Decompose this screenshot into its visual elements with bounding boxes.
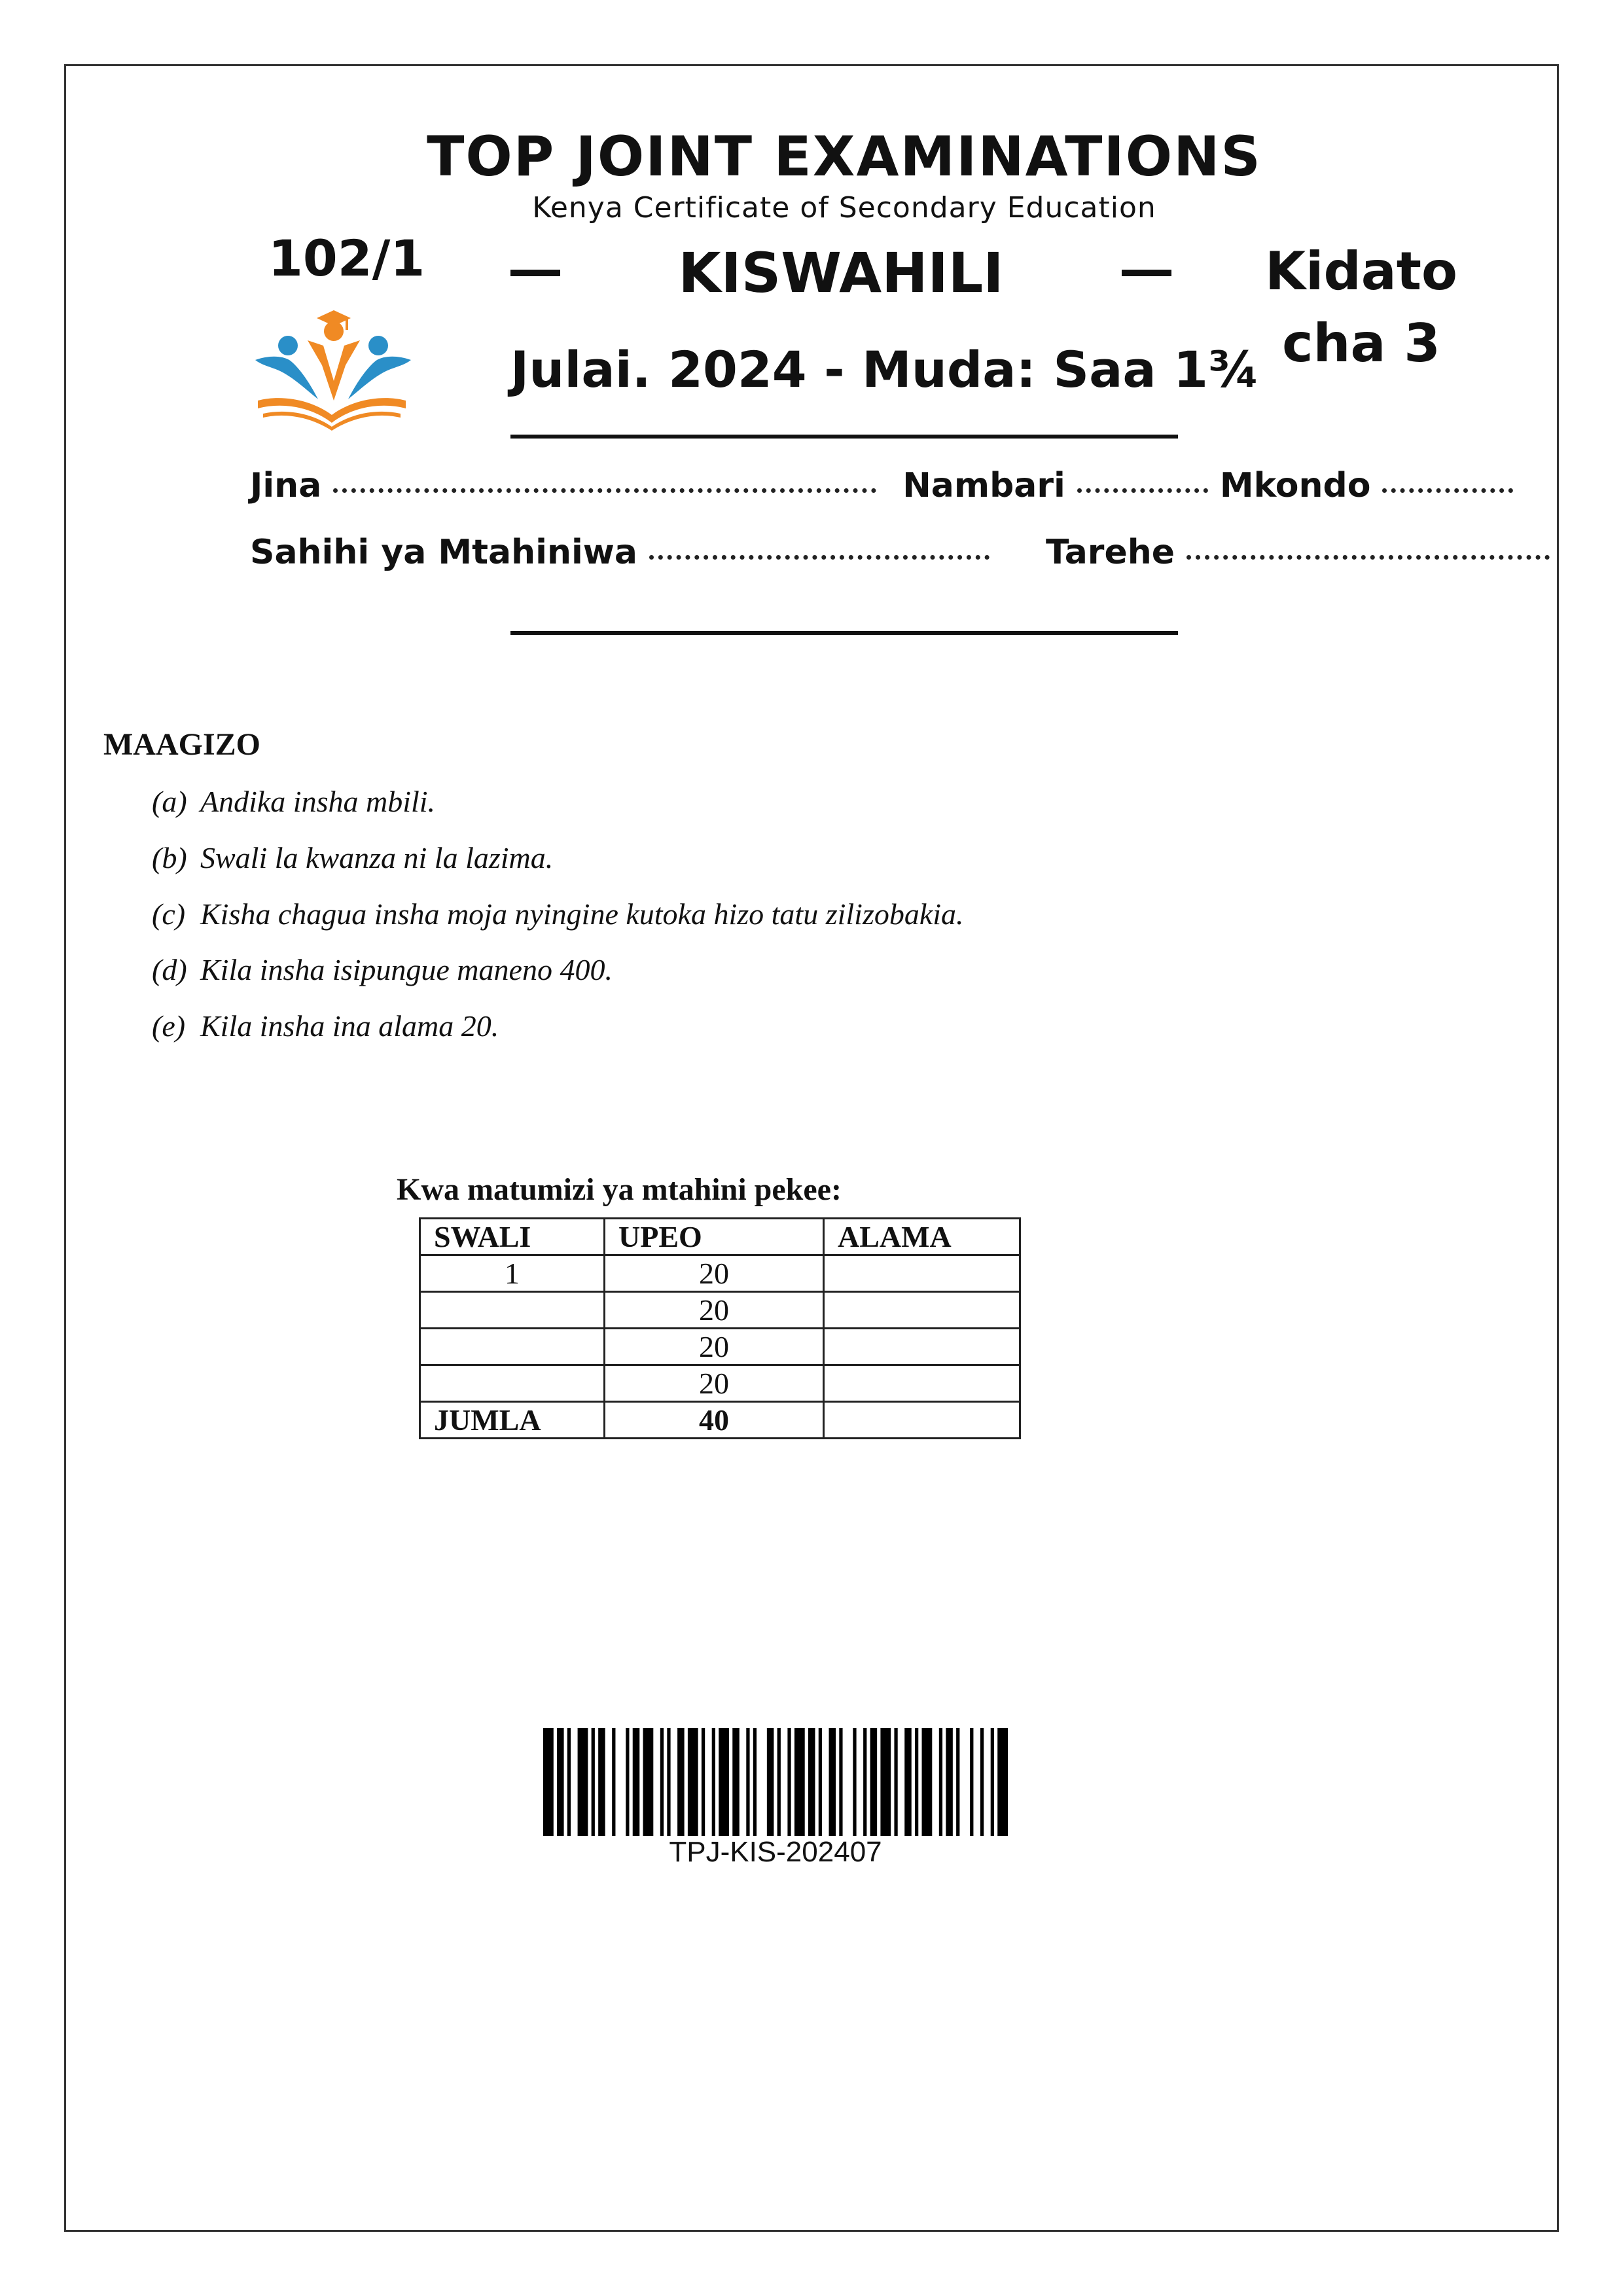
- number-field: [902, 466, 1208, 505]
- barcode-bar: [567, 1728, 571, 1836]
- barcode-bar: [915, 1728, 918, 1836]
- exam-subtitle: Kenya Certificate of Secondary Education: [532, 191, 1156, 224]
- instruction-item: [152, 784, 435, 819]
- candidate-fields-row-1: [250, 466, 1507, 505]
- barcode-bar: [677, 1728, 685, 1836]
- column-header-upeo: UPEO: [605, 1219, 824, 1255]
- instruction-text: Swali la kwanza ni la lazima.: [200, 841, 554, 874]
- barcode-bar: [592, 1728, 595, 1836]
- barcode-bar: [922, 1728, 933, 1836]
- instruction-label: (e): [152, 1009, 186, 1043]
- barcode-text: TPJ-KIS-202407: [669, 1836, 882, 1868]
- question-cell[interactable]: [420, 1329, 605, 1365]
- subject-line: [510, 241, 1171, 305]
- signature-field: [250, 533, 990, 572]
- barcode-bar: [997, 1728, 1008, 1836]
- total-score-cell[interactable]: [824, 1402, 1020, 1439]
- max-marks-cell: 20: [605, 1255, 824, 1292]
- signature-blank: [649, 555, 990, 560]
- instruction-label: (b): [152, 841, 187, 874]
- instruction-text: Kila insha ina alama 20.: [200, 1009, 499, 1043]
- subject-name: KISWAHILI: [678, 241, 1004, 305]
- total-max-marks: 40: [605, 1402, 824, 1439]
- barcode-bar: [880, 1728, 891, 1836]
- stream-label: Mkondo: [1219, 466, 1371, 505]
- barcode-bar: [894, 1728, 897, 1836]
- barcode-bar: [970, 1728, 973, 1836]
- candidate-fields-row-2: [250, 533, 1507, 572]
- number-blank: [1077, 488, 1208, 493]
- barcode-bar: [578, 1728, 588, 1836]
- table-row: [420, 1329, 1020, 1365]
- table-header-row: [420, 1219, 1020, 1255]
- question-cell[interactable]: 1: [420, 1255, 605, 1292]
- total-label: JUMLA: [420, 1402, 605, 1439]
- stream-blank: [1382, 488, 1513, 493]
- instruction-text: Andika insha mbili.: [200, 785, 436, 818]
- barcode-bar: [853, 1728, 856, 1836]
- barcode-bar: [688, 1728, 698, 1836]
- form-level: Kidato cha 3: [1265, 241, 1457, 374]
- header-rule-bottom: [510, 631, 1178, 635]
- name-label: Jina: [250, 466, 322, 505]
- barcode-bar: [839, 1728, 842, 1836]
- dash-left: [510, 270, 560, 276]
- examiner-marks-table: [419, 1217, 1021, 1439]
- barcode-bar: [777, 1728, 781, 1836]
- column-header-swali: SWALI: [420, 1219, 605, 1255]
- score-cell[interactable]: [824, 1365, 1020, 1402]
- question-cell[interactable]: [420, 1365, 605, 1402]
- name-field: [250, 466, 876, 505]
- barcode-bar: [643, 1728, 654, 1836]
- number-label: Nambari: [902, 466, 1065, 505]
- barcode-bar: [557, 1728, 564, 1836]
- instruction-item: [152, 952, 613, 987]
- question-cell[interactable]: [420, 1292, 605, 1329]
- instruction-label: (d): [152, 953, 187, 986]
- barcode-icon: [543, 1728, 1008, 1836]
- barcode-bar: [660, 1728, 664, 1836]
- instruction-text: Kisha chagua insha moja nyingine kutoka hizo tatu zilizobakia.: [200, 897, 964, 931]
- barcode-bar: [946, 1728, 953, 1836]
- instructions-heading: MAAGIZO: [103, 727, 260, 762]
- barcode-bar: [667, 1728, 670, 1836]
- barcode-bar: [956, 1728, 959, 1836]
- column-header-alama: ALAMA: [824, 1219, 1020, 1255]
- instruction-label: (a): [152, 785, 187, 818]
- paper-code: 102/1: [268, 229, 425, 287]
- barcode-bar: [626, 1728, 629, 1836]
- barcode-bar: [808, 1728, 815, 1836]
- score-cell[interactable]: [824, 1292, 1020, 1329]
- examiner-table-heading: Kwa matumizi ya mtahini pekee:: [397, 1172, 842, 1207]
- instruction-item: [152, 1009, 499, 1043]
- barcode-bar: [543, 1728, 554, 1836]
- date-blank: [1186, 555, 1550, 560]
- barcode-bar: [794, 1728, 805, 1836]
- header-rule-top: [510, 435, 1178, 439]
- score-cell[interactable]: [824, 1329, 1020, 1365]
- school-logo-icon: [250, 302, 414, 431]
- date-label: Tarehe: [1045, 533, 1175, 572]
- barcode-bar: [870, 1728, 878, 1836]
- barcode-bar: [939, 1728, 942, 1836]
- barcode-bar: [598, 1728, 605, 1836]
- barcode-bar: [712, 1728, 715, 1836]
- name-blank: [333, 488, 876, 493]
- instruction-item: [152, 840, 553, 875]
- barcode-bar: [991, 1728, 994, 1836]
- table-row: [420, 1292, 1020, 1329]
- date-duration: Julai. 2024 - Muda: Saa 1¾: [510, 340, 1260, 399]
- barcode-bar: [819, 1728, 822, 1836]
- barcode-bar: [767, 1728, 774, 1836]
- barcode-bar: [746, 1728, 749, 1836]
- max-marks-cell: 20: [605, 1365, 824, 1402]
- barcode-bar: [863, 1728, 866, 1836]
- barcode-bar: [633, 1728, 640, 1836]
- table-row: [420, 1365, 1020, 1402]
- score-cell[interactable]: [824, 1255, 1020, 1292]
- stream-field: [1220, 466, 1514, 505]
- instruction-text: Kila insha isipungue maneno 400.: [200, 953, 613, 986]
- table-total-row: [420, 1402, 1020, 1439]
- instruction-item: [152, 897, 964, 931]
- barcode-bar: [732, 1728, 740, 1836]
- barcode-bar: [719, 1728, 729, 1836]
- table-row: [420, 1255, 1020, 1292]
- max-marks-cell: 20: [605, 1292, 824, 1329]
- date-field: [1046, 533, 1550, 572]
- barcode-bar: [980, 1728, 984, 1836]
- instruction-label: (c): [152, 897, 186, 931]
- barcode-bar: [904, 1728, 912, 1836]
- barcode-bar: [753, 1728, 757, 1836]
- max-marks-cell: 20: [605, 1329, 824, 1365]
- barcode-bar: [612, 1728, 615, 1836]
- barcode-bar: [787, 1728, 791, 1836]
- dash-right: [1122, 270, 1171, 276]
- signature-label: Sahihi ya Mtahiniwa: [250, 533, 637, 572]
- barcode-bar: [829, 1728, 836, 1836]
- exam-title: TOP JOINT EXAMINATIONS: [427, 124, 1262, 188]
- barcode-bar: [702, 1728, 705, 1836]
